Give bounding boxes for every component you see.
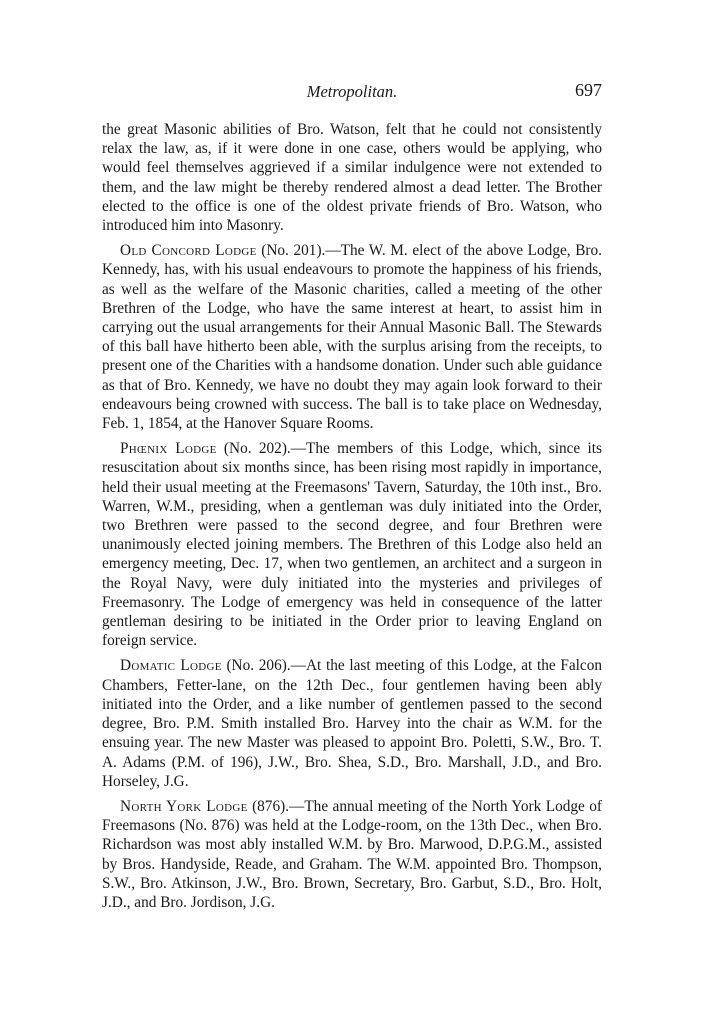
- paragraph-phoenix-lodge: [102, 439, 602, 650]
- paragraph-text: the great Masonic abilities of Bro. Watson, felt that he could not consistently relax the law, as, if it were done in one case, others would be applying, who would feel themselves aggrieved if a similar indulgence were not extended to them, and the law might be thereby rendered almost a dead letter. The Brother elected to the office is one of the oldest private friends of Bro. Watson, who introduced him into Masonry.: [102, 121, 602, 235]
- running-title: Metropolitan.: [306, 82, 398, 101]
- paragraph-text: (No. 201).—The W. M. elect of the above Lodge, Bro. Kennedy, has, with his usual endeavours to promote the happiness of his friends, as well as the welfare of the Masonic charities, called a meeting of the other Brethren of the Lodge, who have the same interest at heart, to assist him in carrying out the usual arrangements for their Annual Masonic Ball. The Stewards of this ball have hitherto been able, with the surplus arising from the receipts, to present one of the Charities with a handsome donation. Under such able guidance as that of Bro. Kennedy, we have no doubt they may again look forward to their endeavours being crowned with success. The ball is to take place on Wednesday, Feb. 1, 1854, at the Hanover Square Rooms.: [102, 242, 602, 433]
- paragraph-text: (No. 206).—At the last meeting of this Lodge, at the Falcon Chambers, Fetter-lane, on the 12th Dec., four gentlemen having been ably initiated into the Order, and a like number of gentlemen passed to the second degree, Bro. P.M. Smith installed Bro. Harvey into the chair as W.M. for the ensuing year. The new Master was pleased to appoint Bro. Poletti, S.W., Bro. T. A. Adams (P.M. of 196), J.W., Bro. Shea, S.D., Bro. Marshall, J.D., and Bro. Horseley, J.G.: [102, 657, 602, 790]
- book-page: [102, 0, 602, 912]
- section-lead-heading: North York Lodge: [120, 797, 248, 815]
- paragraph-domatic-lodge: [102, 656, 602, 790]
- running-head: [102, 80, 602, 108]
- section-lead-heading: Phœnix Lodge: [120, 440, 217, 458]
- paragraph-old-concord-lodge: [102, 241, 602, 433]
- page-number: 697: [575, 80, 602, 100]
- paragraph-text: (No. 202).—The members of this Lodge, which, since its resuscitation about six months since, has been rising most rapidly in importance, held their usual meeting at the Freemasons' Tavern, Saturday, the 10th inst., Bro. Warren, W.M., presiding, when a gentleman was duly initiated into the Order, two Brethren were passed to the second degree, and four Brethren were unanimously elected joining members. The Brethren of this Lodge also held an emergency meeting, Dec. 17, when two gentlemen, an architect and a surgeon in the Royal Navy, were duly initiated into the mysteries and privileges of Freemasonry. The Lodge of emergency was held in consequence of the latter gentleman desiring to be initiated in the Order prior to leaving England on foreign service.: [102, 440, 602, 650]
- paragraph-text: (876).—The annual meeting of the North York Lodge of Freemasons (No. 876) was held at the Lodge-room, on the 13th Dec., when Bro. Richardson was most ably installed W.M. by Bro. Marwood, D.P.G.M., assisted by Bros. Handyside, Reade, and Graham. The W.M. appointed Bro. Thompson, S.W., Bro. Atkinson, J.W., Bro. Brown, Secretary, Bro. Garbut, S.D., Bro. Holt, J.D., and Bro. Jordison, J.G.: [102, 797, 602, 911]
- section-lead-heading: Old Concord Lodge: [120, 242, 257, 260]
- body-text: [102, 120, 602, 912]
- paragraph-continuation: [102, 120, 602, 235]
- paragraph-north-york-lodge: [102, 797, 602, 912]
- section-lead-heading: Domatic Lodge: [120, 657, 222, 675]
